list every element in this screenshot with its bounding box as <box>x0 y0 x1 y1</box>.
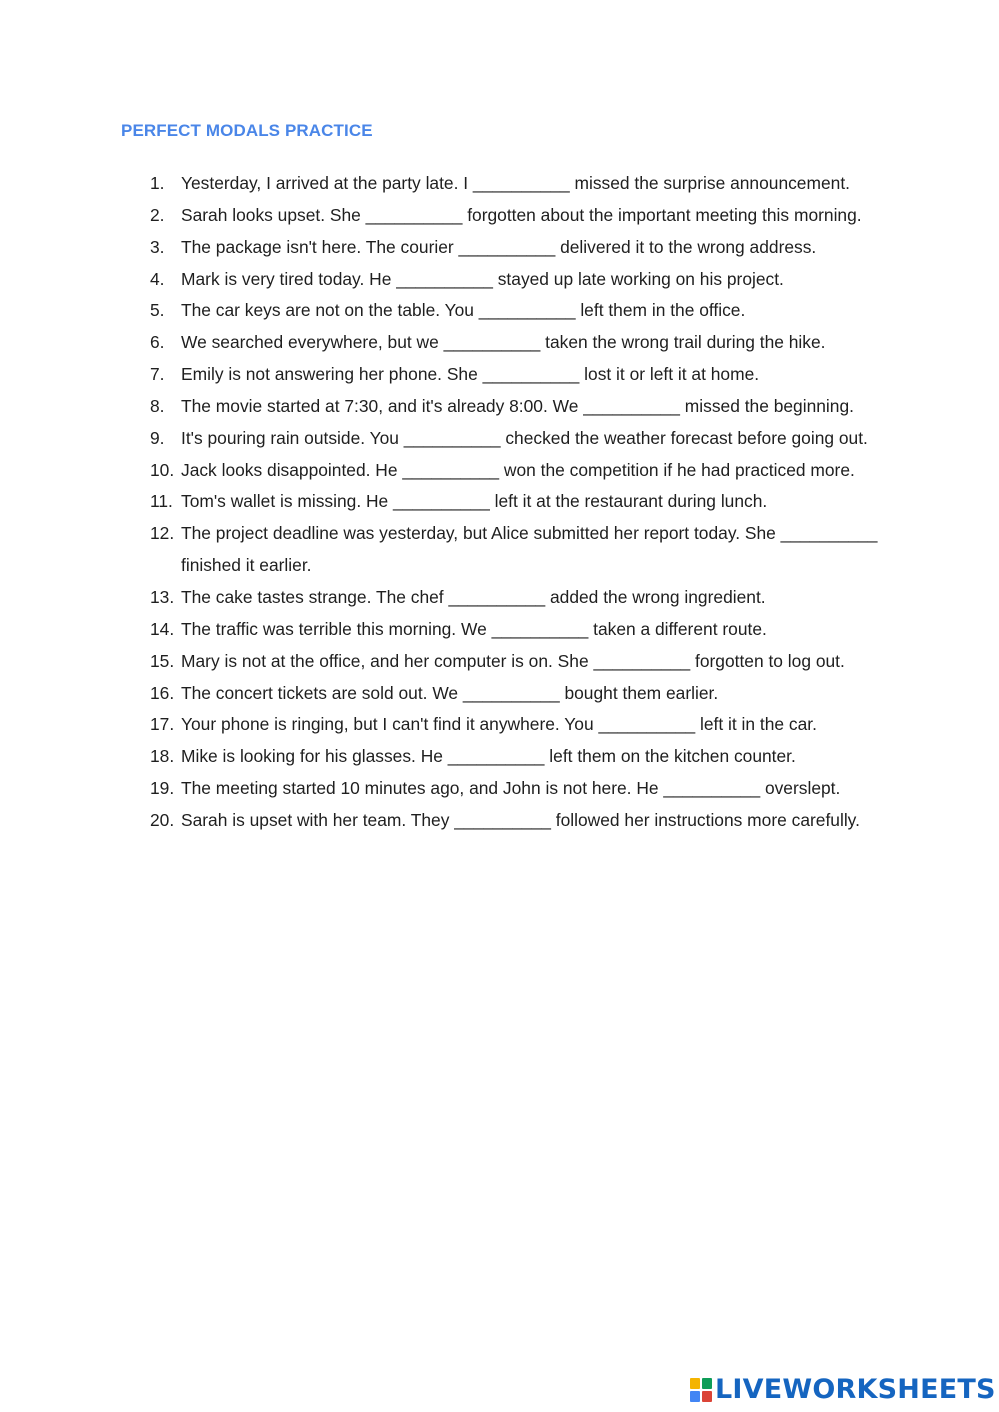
item-number: 15. <box>150 650 175 671</box>
list-item <box>150 455 890 487</box>
exercise-list <box>150 168 890 837</box>
list-item <box>150 805 890 837</box>
item-text: We searched everywhere, but we __________ taken the wrong trail during the hike. <box>181 332 826 353</box>
item-text: The car keys are not on the table. You __________ left them in the office. <box>181 300 746 321</box>
list-item <box>150 582 890 614</box>
list-item <box>150 646 890 678</box>
list-item <box>150 486 890 518</box>
list-item <box>150 518 890 582</box>
liveworksheets-logo <box>690 1374 996 1405</box>
item-number: 10. <box>150 459 175 480</box>
list-item <box>150 232 890 264</box>
item-text: Your phone is ringing, but I can't find it anywhere. You __________ left it in the car. <box>181 714 817 735</box>
item-text: Sarah is upset with her team. They __________ followed her instructions more carefully. <box>181 809 860 830</box>
list-item <box>150 327 890 359</box>
item-number: 12. <box>150 523 175 544</box>
list-item <box>150 391 890 423</box>
item-text: Emily is not answering her phone. She __________ lost it or left it at home. <box>181 364 760 385</box>
list-item <box>150 264 890 296</box>
item-number: 5. <box>150 300 165 321</box>
item-text: Mike is looking for his glasses. He __________ left them on the kitchen counter. <box>181 746 796 767</box>
list-item <box>150 359 890 391</box>
item-number: 3. <box>150 236 165 257</box>
list-item <box>150 295 890 327</box>
item-number: 4. <box>150 268 165 289</box>
list-item <box>150 678 890 710</box>
item-text: It's pouring rain outside. You __________ checked the weather forecast before going out. <box>181 427 868 448</box>
list-item <box>150 614 890 646</box>
item-number: 16. <box>150 682 175 703</box>
item-text: The concert tickets are sold out. We __________ bought them earlier. <box>181 682 719 703</box>
item-number: 14. <box>150 618 175 639</box>
item-text: Mary is not at the office, and her computer is on. She __________ forgotten to log out. <box>181 650 845 671</box>
item-number: 19. <box>150 778 175 799</box>
list-item <box>150 773 890 805</box>
item-number: 1. <box>150 173 165 193</box>
liveworksheets-logo-icon <box>690 1378 712 1402</box>
item-text: The traffic was terrible this morning. We __________ taken a different route. <box>181 618 767 639</box>
item-text: Sarah looks upset. She __________ forgotten about the important meeting this morning. <box>181 204 862 225</box>
item-number: 17. <box>150 714 175 735</box>
item-text: Mark is very tired today. He __________ stayed up late working on his project. <box>181 268 784 289</box>
item-text: The project deadline was yesterday, but Alice submitted her report today. She __________ finished it earlier. <box>181 523 878 576</box>
item-text: The package isn't here. The courier __________ delivered it to the wrong address. <box>181 236 817 257</box>
list-item <box>150 168 890 200</box>
item-number: 11. <box>150 491 173 512</box>
list-item <box>150 423 890 455</box>
item-number: 6. <box>150 332 165 353</box>
item-number: 8. <box>150 395 165 416</box>
item-number: 2. <box>150 204 165 225</box>
page-title: PERFECT MODALS PRACTICE <box>121 121 373 140</box>
item-text: Tom's wallet is missing. He __________ left it at the restaurant during lunch. <box>181 491 768 512</box>
list-item <box>150 200 890 232</box>
item-number: 9. <box>150 427 165 448</box>
item-text: Yesterday, I arrived at the party late. I __________ missed the surprise announcement. <box>181 173 850 193</box>
item-text: The movie started at 7:30, and it's already 8:00. We __________ missed the beginning. <box>181 395 854 416</box>
item-number: 18. <box>150 746 175 767</box>
item-number: 20. <box>150 809 175 830</box>
item-text: The cake tastes strange. The chef __________ added the wrong ingredient. <box>181 586 766 607</box>
item-text: Jack looks disappointed. He __________ won the competition if he had practiced more. <box>181 459 855 480</box>
logo-text: LIVEWORKSHEETS <box>715 1374 996 1405</box>
item-text: The meeting started 10 minutes ago, and John is not here. He __________ overslept. <box>181 778 841 799</box>
item-number: 13. <box>150 586 175 607</box>
item-number: 7. <box>150 364 165 385</box>
list-item <box>150 709 890 741</box>
list-item <box>150 741 890 773</box>
